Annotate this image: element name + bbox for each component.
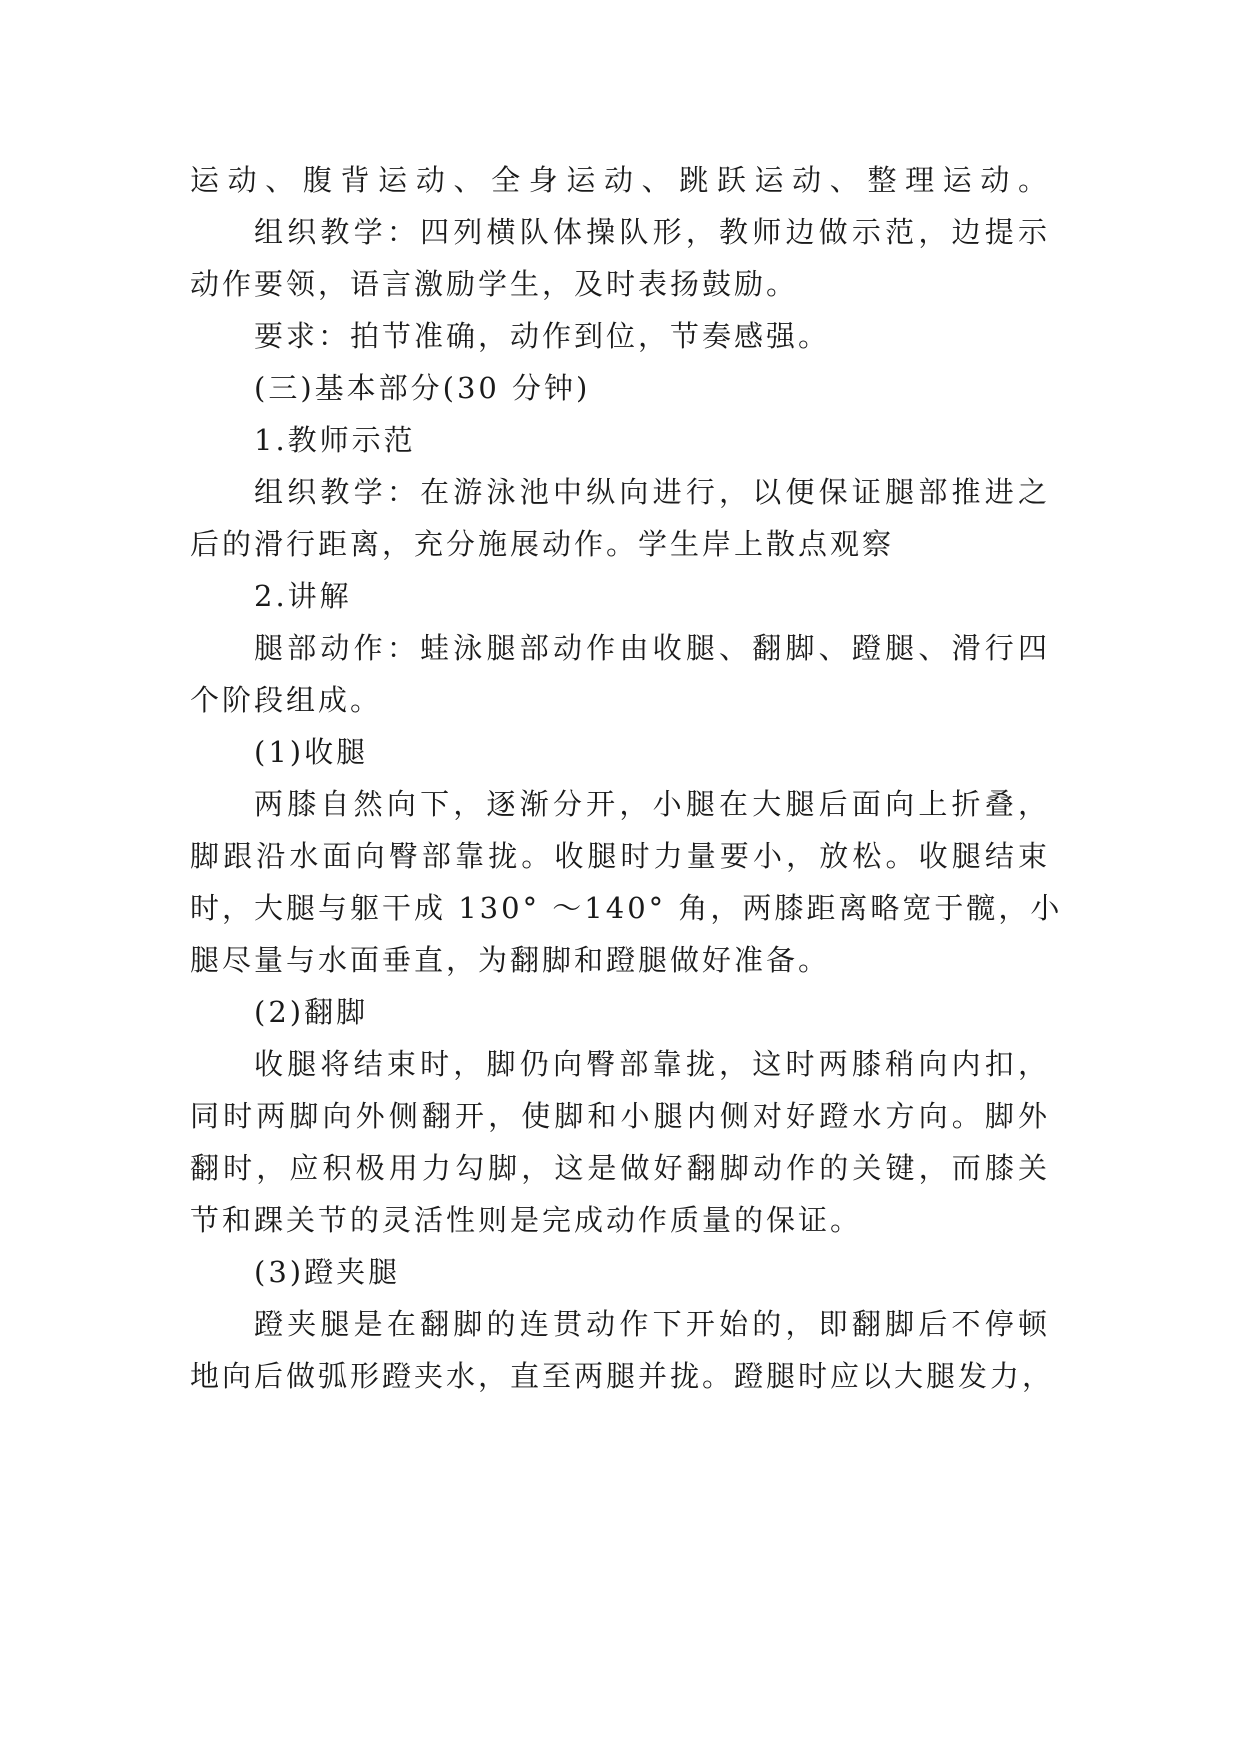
paragraph-line: 要求：拍节准确，动作到位，节奏感强。 [254, 319, 831, 353]
paragraph-line: 地向后做弧形蹬夹水，直至两腿并拢。蹬腿时应以大腿发力， [190, 1359, 1055, 1393]
paragraph-line: 节和踝关节的灵活性则是完成动作质量的保证。 [190, 1203, 863, 1237]
paragraph-line: 蹬夹腿是在翻脚的连贯动作下开始的，即翻脚后不停顿 [254, 1307, 1050, 1341]
subsection-heading: (2)翻脚 [254, 995, 369, 1029]
paragraph-line: 腿尽量与水面垂直，为翻脚和蹬腿做好准备。 [190, 943, 831, 977]
paragraph-line: 腿部动作：蛙泳腿部动作由收腿、翻脚、蹬腿、滑行四 [254, 631, 1050, 665]
paragraph-line: 运动、腹背运动、全身运动、跳跃运动、整理运动。 [190, 163, 1050, 197]
paragraph-line: 组织教学：在游泳池中纵向进行，以便保证腿部推进之 [254, 475, 1050, 509]
subsection-heading: 2.讲解 [254, 579, 352, 613]
paragraph-line: 收腿将结束时，脚仍向臀部靠拢，这时两膝稍向内扣， [254, 1047, 1050, 1081]
paragraph-line: 翻时，应积极用力勾脚，这是做好翻脚动作的关键，而膝关 [190, 1151, 1050, 1185]
paragraph-line: 脚跟沿水面向臀部靠拢。收腿时力量要小，放松。收腿结束 [190, 839, 1050, 873]
paragraph-line: 两膝自然向下，逐渐分开，小腿在大腿后面向上折叠， [254, 787, 1050, 821]
paragraph-line: 时，大腿与躯干成 130° ～140° 角，两膝距离略宽于髋，小 [190, 891, 1063, 925]
paragraph-line: 组织教学：四列横队体操队形，教师边做示范，边提示 [254, 215, 1050, 249]
paragraph-line: 动作要领，语言激励学生，及时表扬鼓励。 [190, 267, 799, 301]
subsection-heading: (1)收腿 [254, 735, 369, 769]
subsection-heading: 1.教师示范 [254, 423, 416, 457]
paragraph-line: 后的滑行距离，充分施展动作。学生岸上散点观察 [190, 527, 895, 561]
subsection-heading: (3)蹬夹腿 [254, 1255, 401, 1289]
paragraph-line: 同时两脚向外侧翻开，使脚和小腿内侧对好蹬水方向。脚外 [190, 1099, 1050, 1133]
section-heading: (三)基本部分(30 分钟) [254, 371, 591, 405]
paragraph-line: 个阶段组成。 [190, 683, 383, 717]
